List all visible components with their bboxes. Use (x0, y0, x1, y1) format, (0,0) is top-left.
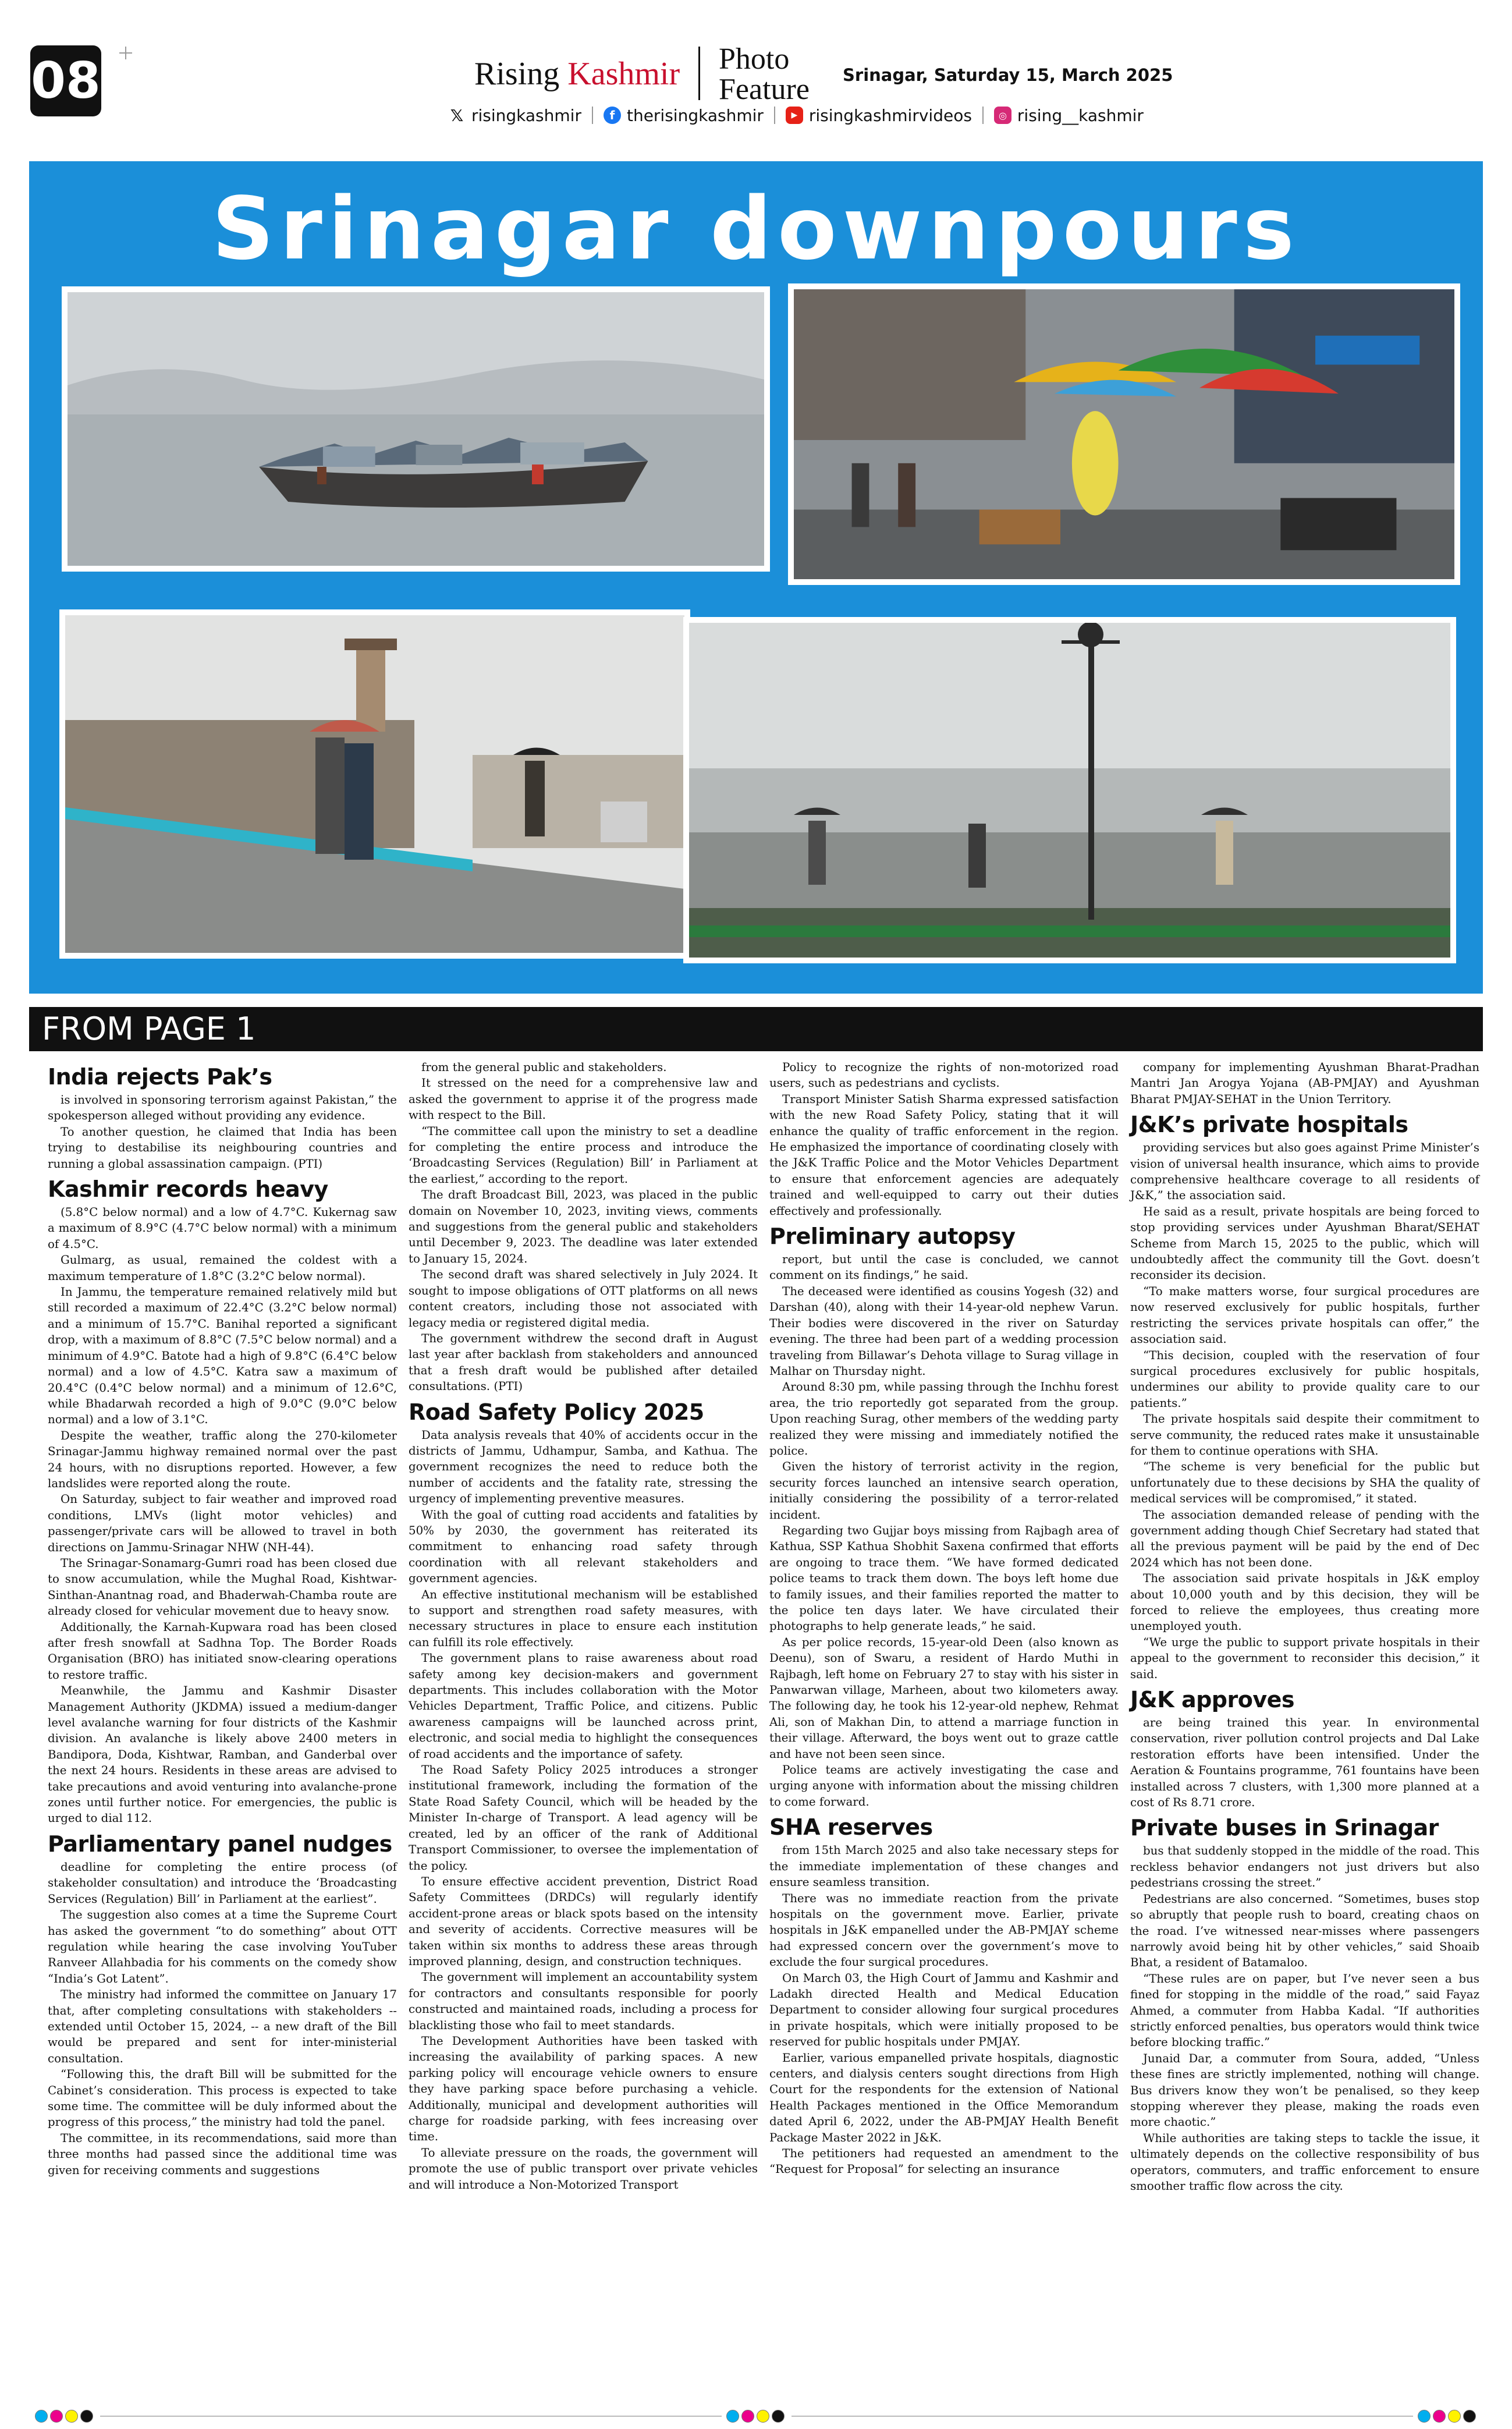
article-paragraph: “We urge the public to support private hospitals in their appeal to the government to reconsider this decision,” it said. (1130, 1635, 1479, 1681)
article-paragraph: Additionally, the Karnah-Kupwara road has been closed after fresh snowfall at Sadhna Top. The Border Roads Organisation (BRO) has initiated snow-clearing operations to restore traffic. (48, 1620, 397, 1682)
article-paragraph: The private hospitals said despite their commitment to serve community, the reduced rates make it unsustainable for them to continue operations with SHA. (1130, 1412, 1479, 1458)
article-paragraph: from the general public and stakeholders. (421, 1061, 667, 1074)
article-paragraph: Around 8:30 pm, while passing through the Inchhu forest area, the trio reportedly got separated from the group. Upon reaching Surag, other members of the wedding party realized they were missing and immediately notified the police. (769, 1380, 1119, 1458)
youtube-icon: ▶ (786, 107, 803, 124)
article-headline: Private buses in Srinagar (1130, 1815, 1439, 1841)
article-paragraph: He said as a result, private hospitals are being forced to stop providing services under Ayushman Bharat/SEHAT Scheme from March 15, 2025 to the public, which will undoubtedly affect the community till the Govt. doesn’t reconsider its decision. (1130, 1204, 1479, 1282)
article-paragraph: With the goal of cutting road accidents and fatalities by 50% by 2030, the government has reiterated its commitment to enhancing road safety through coordination with all relevant stakeholders and government agencies. (409, 1508, 758, 1586)
social-youtube[interactable] (786, 106, 972, 125)
article-paragraph: (5.8°C below normal) and a low of 4.7°C. Kukernag saw a maximum of 8.9°C (4.7°C below normal) with a minimum of 4.5°C. (48, 1205, 397, 1251)
social-x[interactable] (448, 106, 581, 125)
header-divider (698, 47, 700, 100)
brand-kashmir: Kashmir (567, 56, 680, 92)
black-swatch (80, 2410, 93, 2423)
article-paragraph: Data analysis reveals that 40% of accidents occur in the districts of Jammu, Udhampur, Samba, and Kathua. The government recognizes the need to reduce both the number of accidents and the fatality rate, stressing the urgency of implementing preventive measures. (409, 1428, 758, 1506)
article-paragraph: The ministry had informed the committee on January 17 that, after completing consultations with stakeholders -- extended until October 15, 2024, -- a new draft of the Bill would be prepared and sent for inter-ministerial consultation. (48, 1988, 397, 2065)
column-2 (409, 1059, 758, 2193)
photo-market-umbrellas (788, 283, 1460, 585)
photo-lakefront-promenade (683, 617, 1456, 963)
cyan-swatch (726, 2410, 739, 2423)
column-3 (769, 1059, 1119, 2178)
article-paragraph: On March 03, the High Court of Jammu and Kashmir and Ladakh directed Health and Medical Education Department to consider allowing four surgical procedures in private hospitals, which were initially proposed to be reserved for public hospitals under PMJAY. (769, 1971, 1119, 2049)
article-paragraph: To alleviate pressure on the roads, the government will promote the use of public transport over private vehicles and will introduce a Non-Motorized Transport (409, 2146, 758, 2192)
article-paragraph: The draft Broadcast Bill, 2023, was placed in the public domain on November 10, 2023, inviting views, comments and suggestions from the general public and stakeholders until December 9, 2023. The deadline was later extended to January 15, 2024. (409, 1188, 758, 1265)
dateline: Srinagar, Saturday 15, March 2025 (843, 65, 1173, 85)
black-swatch (1463, 2410, 1476, 2423)
photo-feature-panel (29, 161, 1483, 994)
article-headline: Parliamentary panel nudges (48, 1831, 392, 1857)
article-paragraph: bus that suddenly stopped in the middle of the road. This reckless behavior endangers not just drivers but also pedestrians crossing the street.” (1130, 1844, 1479, 1890)
article-paragraph: from 15th March 2025 and also take necessary steps for the immediate implementation of these changes and ensure seamless transition. (769, 1843, 1119, 1889)
article-paragraph: “The scheme is very beneficial for the public but unfortunately due to these decisions by SHA the quality of medical services will be compromised,” it stated. (1130, 1460, 1479, 1506)
social-divider (592, 107, 593, 124)
article-paragraph: deadline for completing the entire process (of stakeholder consultation) and introduce the ‘Broadcasting Services (Regulation) Bill’ in Parliament at the earliest”. (48, 1860, 397, 1906)
article-paragraph: As per police records, 15-year-old Deen (also known as Deenu), son of Swaru, a resident of Hardo Muthi in Rajbagh, left home on February 27 to stay with his sister in Panwarwan village, Marheen, about two kilometers away. The following day, he took his 12-year-old nephew, Rehmat Ali, son of Makhan Din, to attend a marriage function in their village. Afterward, the boys went out to graze cattle and have not been seen since. (769, 1635, 1119, 1761)
article-paragraph: While authorities are taking steps to tackle the issue, it ultimately depends on the collective responsibility of bus operators, commuters, and traffic enforcement to ensure smoother traffic flow across the city. (1130, 2131, 1479, 2193)
cyan-swatch (35, 2410, 48, 2423)
magenta-swatch (50, 2410, 63, 2423)
article-paragraph: On Saturday, subject to fair weather and improved road conditions, LMVs (light motor vehicles) and passenger/private cars will be allowed to travel in both directions on Jammu-Srinagar NHW (NH-44). (48, 1492, 397, 1554)
article-headline: Kashmir records heavy (48, 1176, 328, 1203)
yellow-swatch (65, 2410, 78, 2423)
cyan-swatch (1418, 2410, 1431, 2423)
article-paragraph: Junaid Dar, a commuter from Soura, added, “Unless these fines are strictly implemented, nothing will change. Bus drivers know they won’t be penalised, so they keep stopping wherever they please, making the roads even more chaotic.” (1130, 2051, 1479, 2129)
article-headline: Preliminary autopsy (769, 1224, 1016, 1250)
article-paragraph: The government plans to raise awareness about road safety among key decision-makers and government departments. This includes collaboration with the Motor Vehicles Department, Traffic Police, and citizens. Public awareness campaigns will be launched across print, electronic, and social media to highlight the consequences of road accidents and the importance of safety. (409, 1651, 758, 1761)
article-paragraph: The Road Safety Policy 2025 introduces a stronger institutional framework, including the formation of the State Road Safety Council, which will be headed by the Minister In-charge of Transport. A lead agency will be created, led by an officer of the rank of Additional Transport Commissioner, to oversee the implementation of the policy. (409, 1763, 758, 1873)
article-paragraph: Gulmarg, as usual, remained the coldest with a maximum temperature of 1.8°C (3.2°C below normal). (48, 1253, 397, 1283)
article-paragraph: Given the history of terrorist activity in the region, security forces launched an intensive search operation, initially considering the possibility of a terror-related incident. (769, 1460, 1119, 1522)
social-divider (982, 107, 984, 124)
magenta-swatch (741, 2410, 754, 2423)
social-handle: risingkashmir (471, 105, 581, 125)
article-paragraph: To another question, he claimed that India has been trying to destabilise its neighbouring countries and running a global assassination campaign. (PTI) (48, 1125, 397, 1171)
article-paragraph: company for implementing Ayushman Bharat-Pradhan Mantri Jan Arogya Yojana (AB-PMJAY) and Ayushman Bharat PMJAY-SEHAT in the Union Territory. (1130, 1061, 1479, 1106)
social-instagram[interactable] (994, 106, 1144, 125)
article-paragraph: providing services but also goes against Prime Minister’s vision of universal health insurance, which aims to provide comprehensive healthcare coverage to all residents of J&K,” the association said. (1130, 1141, 1479, 1203)
article-paragraph: Transport Minister Satish Sharma expressed satisfaction with the new Road Safety Policy, stating that it will enhance the quality of traffic enforcement in the region. He emphasized the importance of coordinating closely with the J&K Traffic Police and the Motor Vehicles Department to ensure that enforcement agencies are adequately trained and well-equipped to carry out their duties effectively and professionally. (769, 1092, 1119, 1218)
article-paragraph: “These rules are on paper, but I’ve never seen a bus fined for stopping in the middle of the road,” said Fayaz Ahmed, a commuter from Habba Kadal. “If authorities strictly enforced penalties, bus operators would think twice before blocking traffic.” (1130, 1971, 1479, 2049)
article-paragraph: The government withdrew the second draft in August last year after backlash from stakeholders and announced that a fresh draft would be published after detailed consultations. (PTI) (409, 1331, 758, 1393)
article-headline: Road Safety Policy 2025 (409, 1399, 704, 1425)
article-paragraph: The petitioners had requested an amendment to the “Request for Proposal” for selecting an insurance (769, 2147, 1119, 2176)
yellow-swatch (1448, 2410, 1461, 2423)
article-paragraph: is involved in sponsoring terrorism against Pakistan,” the spokesperson alleged without providing any evidence. (48, 1093, 397, 1123)
article-paragraph: An effective institutional mechanism will be established to support and strengthen road safety measures, with necessary structures in place to ensure each institution can fulfill its role effectively. (409, 1587, 758, 1649)
social-handle: risingkashmirvideos (808, 105, 972, 125)
article-paragraph: Regarding two Gujjar boys missing from Rajbagh area of Kathua, SSP Kathua Shobhit Saxena confirmed that efforts are ongoing to trace them. “We have formed dedicated police teams to track them down. The boys left home due to family issues, and their families reported the matter to the police ten days later. We have circulated their photographs to help generate leads,” he said. (769, 1523, 1119, 1633)
photo-bridge-walkers (59, 609, 690, 959)
article-paragraph: The Development Authorities have been tasked with increasing the availability of parking spaces. A new parking policy will encourage vehicle owners to ensure they have parking space before purchasing a vehicle. Additionally, municipal and development authorities will charge for roadside parking, with fees increasing over time. (409, 2034, 758, 2144)
article-paragraph: “This decision, coupled with the reservation of four surgical procedures exclusively for public hospitals, undermines our ability to provide quality care to our patients.” (1130, 1348, 1479, 1410)
article-paragraph: It stressed on the need for a comprehensive law and asked the government to apprise it of the progress made with respect to the Bill. (409, 1076, 758, 1122)
article-paragraph: “Following this, the draft Bill will be submitted for the Cabinet’s consideration. This process is expected to take some time. The committee will be duly informed about the progress of this process,” the ministry had told the panel. (48, 2068, 397, 2129)
article-paragraph: “The committee call upon the ministry to set a deadline for completing the entire process and introduce the ‘Broadcasting Services (Regulation) Bill’ in Parliament at the earliest,” according to the report. (409, 1124, 758, 1186)
article-paragraph: There was no immediate reaction from the private hospitals on the government move. Earlier, private hospitals in J&K empanelled under the AB-PMJAY scheme had expressed concern over the government’s move to exclude the four surgical procedures. (769, 1891, 1119, 1969)
social-divider (774, 107, 775, 124)
article-paragraph: The association demanded release of pending with the government adding though Chief Secretary had stated that all the previous payment will be paid by the end of Dec 2024 which has not been done. (1130, 1508, 1479, 1569)
article-paragraph: The deceased were identified as cousins Yogesh (32) and Darshan (40), along with their 14-year-old nephew Varun. Their bodies were discovered in the river on Saturday evening. The three had been part of a wedding procession traveling from Billawar’s Dehota village to Surag village in Malhar on Thursday night. (769, 1284, 1119, 1378)
article-paragraph: Policy to recognize the rights of non-motorized road users, such as pedestrians and cyclists. (769, 1061, 1119, 1090)
masthead-logo (474, 55, 680, 93)
social-handle: therisingkashmir (626, 105, 764, 125)
brand-rising: Rising (474, 56, 568, 92)
article-paragraph: In Jammu, the temperature remained relatively mild but still recorded a maximum of 22.4°C (3.2°C below normal) and a minimum of 15.7°C. Banihal reported a significant drop, with a maximum of 8.8°C (7.5°C below normal) and a minimum of 4.9°C. Batote had a high of 9.8°C (6.4°C below normal) and a low of 4.5°C. Katra saw a maximum of 20.4°C (0.4°C below normal) and a minimum of 12.6°C, while Bhadarwah recorded a high of 9.0°C (9.0°C below normal) and a low of 3.1°C. (48, 1285, 397, 1427)
article-headline: SHA reserves (769, 1814, 933, 1841)
article-paragraph: Pedestrians are also concerned. “Sometimes, buses stop so abruptly that people rush to board, creating chaos on the road. I’ve witnessed near-misses where passengers narrowly avoid being hit by other vehicles,” said Shoaib Bhat, a resident of Batamaloo. (1130, 1892, 1479, 1970)
social-handle: rising__kashmir (1017, 105, 1144, 125)
registration-mark (125, 47, 126, 59)
article-paragraph: The government will implement an accountability system for contractors and consultants responsible for poorly constructed and maintained roads, including a process for blacklisting those who fail to meet standards. (409, 1970, 758, 2032)
article-headline: India rejects Pak’s (48, 1064, 272, 1090)
footer-rule (100, 2416, 722, 2417)
facebook-icon: f (604, 107, 621, 124)
social-facebook[interactable] (604, 106, 764, 125)
article-paragraph: The committee, in its recommendations, said more than three months had passed since the additional time was given for receiving comments and suggestions (48, 2131, 397, 2177)
instagram-icon: ◎ (994, 107, 1011, 124)
article-paragraph: Police teams are actively investigating the case and urging anyone with information about the missing children to come forward. (769, 1763, 1119, 1809)
column-1 (48, 1059, 397, 2178)
print-registration-strip (35, 2409, 1478, 2424)
social-links (448, 104, 1144, 127)
article-paragraph: The association said private hospitals in J&K employ about 10,000 youth and by this decision, they will be forced to relieve the employees, thus creating more unemployed youth. (1130, 1572, 1479, 1633)
article-paragraph: report, but until the case is concluded, we cannot comment on its findings,” he said. (769, 1253, 1119, 1282)
article-paragraph: To ensure effective accident prevention, District Road Safety Committees (DRDCs) will regularly identify accident-prone areas or black spots based on the intensity and severity of accidents. Corrective measures will be taken within six months to address these areas through improved planning, design, and construction techniques. (409, 1874, 758, 1968)
article-paragraph: The second draft was shared selectively in July 2024. It sought to impose obligations of OTT platforms on all news content creators, including those not associated with legacy media or registered digital media. (409, 1268, 758, 1329)
article-paragraph: The suggestion also comes at a time the Supreme Court has asked the government “to do something” about OTT regulation while hearing the case involving YouTuber Ranveer Allahbadia for his comments on the comedy show “India’s Got Latent”. (48, 1908, 397, 1985)
footer-rule (792, 2416, 1413, 2417)
column-4 (1130, 1059, 1479, 2194)
x-icon: 𝕏 (448, 107, 466, 124)
page-number: 08 (30, 45, 101, 116)
magenta-swatch (1433, 2410, 1446, 2423)
article-headline: J&K approves (1130, 1687, 1295, 1713)
yellow-swatch (757, 2410, 769, 2423)
feature-title: Srinagar downpours (212, 179, 1300, 279)
article-headline: J&K’s private hospitals (1130, 1112, 1408, 1138)
section-name: Photo Feature (719, 42, 810, 106)
article-paragraph: Meanwhile, the Jammu and Kashmir Disaster Management Authority (JKDMA) issued a medium-danger level avalanche warning for four districts of the Kashmir division. An avalanche is likely above 2400 meters in Bandipora, Doda, Kishtwar, Ramban, and Ganderbal over the next 24 hours. Residents in these areas are advised to take precautions and avoid venturing into avalanche-prone zones until further notice. For emergencies, the public is urged to dial 112. (48, 1684, 397, 1825)
black-swatch (772, 2410, 785, 2423)
article-paragraph: “To make matters worse, four surgical procedures are now reserved exclusively for public hospitals, further restricting the services private hospitals can offer,” the association said. (1130, 1284, 1479, 1346)
photo-shikaras-on-lake (62, 286, 770, 572)
article-paragraph: Earlier, various empanelled private hospitals, diagnostic centers, and dialysis centers sought directions from High Court for the respondents for the extension of National Health Packages mentioned in the Office Memorandum dated April 6, 2022, under the AB-PMJAY Health Benefit Package Master 2022 in J&K. (769, 2051, 1119, 2144)
article-paragraph: Despite the weather, traffic along the 270-kilometer Srinagar-Jammu highway remained normal over the past 24 hours, with no disruptions reported. However, a few landslides were reported along the route. (48, 1428, 397, 1490)
article-paragraph: are being trained this year. In environmental conservation, river pollution control projects and Dal Lake restoration efforts have been intensified. Under the Aeration & Fountains programme, 761 fountains have been installed across 7 clusters, with 1,300 more planned at a cost of Rs 8.71 crore. (1130, 1716, 1479, 1810)
from-page-bar: FROM PAGE 1 (29, 1007, 1483, 1051)
article-paragraph: The Srinagar-Sonamarg-Gumri road has been closed due to snow accumulation, while the Mughal Road, Kishtwar-Sinthan-Anantnag road, and Bhaderwah-Chamba route are already closed for vehicular movement due to heavy snow. (48, 1556, 397, 1618)
